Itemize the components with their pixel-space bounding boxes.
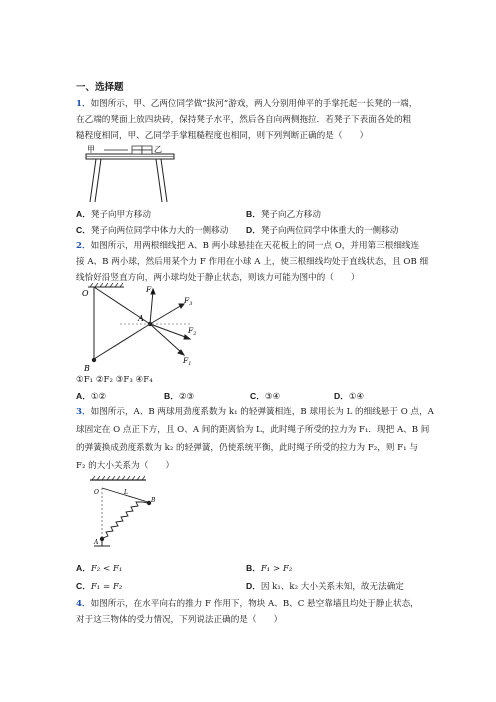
q2-option-b[interactable]: B．②③: [164, 391, 195, 402]
label-o: O: [82, 289, 89, 298]
fig-label-jia: 甲: [87, 145, 95, 154]
q2-option-d[interactable]: D．①④: [334, 391, 365, 402]
label-b: B: [151, 497, 156, 504]
q4-number: 4．: [76, 599, 91, 609]
section-title: 一、选择题: [76, 82, 124, 93]
fig-label-yi: 乙: [154, 145, 162, 154]
q1-option-c[interactable]: C．凳子向两位同学中体力大的一侧移动: [76, 225, 229, 236]
q1-line-2: 在乙端的凳面上放四块砖，保持凳子水平，然后各自向两侧拖拉．若凳子下表面各处的粗: [76, 115, 412, 125]
label-f4: $F_4$: [146, 285, 155, 296]
ball-b: [92, 358, 96, 362]
bricks: [132, 146, 152, 154]
q2-line-2: 接 A、B 两小球，然后用某个力 F 作用在小球 A 上，使三根细线均处于直线状态，且 OB 细: [76, 257, 429, 267]
label-f1-lower: $F_1$: [183, 356, 192, 367]
q2-option-a[interactable]: A．①②: [76, 391, 107, 402]
q2-option-c[interactable]: C．③④: [250, 391, 281, 402]
q1-bench-figure: [84, 142, 184, 204]
label-b: B: [84, 364, 90, 373]
q2-choices-line: ①F₁ ②F₂ ③F₃ ④F₄: [76, 375, 153, 385]
q1-option-a[interactable]: A．凳子向甲方移动: [76, 209, 151, 220]
q4-line-1: 4．如图所示，在水平向右的推力 F 作用下，物块 A、B、C 悬空靠墙且均处于静止状态，: [76, 599, 419, 609]
q3-line-4: F₂ 的大小关系为（ ）: [76, 461, 175, 471]
q3-option-c[interactable]: C．F₁ = F₂: [76, 581, 123, 592]
q1-option-b[interactable]: B．凳子向乙方移动: [246, 209, 321, 220]
q2-force-figure: [80, 283, 210, 375]
q2-line-3: 线恰好沿竖直方向，两小球均处于静止状态，则该力可能为图中的（ ）: [76, 273, 360, 283]
label-a: A: [94, 539, 99, 546]
q1-number: 1．: [76, 99, 91, 109]
q3-option-a[interactable]: A．F₂ < F₁: [76, 563, 123, 574]
q3-spring-figure: [86, 474, 166, 554]
q3-line-2: 球固定在 O 点正下方，且 O、A 间的距离恰为 L，此时绳子所受的拉力为 F₁．现把 A、B 间: [76, 425, 430, 435]
q2-line-1: 2．如图所示，用两根细线把 A、B 两小球悬挂在天花板上的同一点 O，并用第三根细线连: [76, 241, 420, 251]
q3-line-3: 的弹簧换成劲度系数为 k₂ 的轻弹簧，仍使系统平衡，此时绳子所受的拉力为 F₂，则 F₁ 与: [76, 443, 418, 453]
label-f2: $F_2$: [188, 326, 197, 337]
q3-number: 3．: [76, 407, 91, 417]
q3-option-d[interactable]: D．因 k₁、k₂ 大小关系未知，故无法确定: [246, 581, 404, 592]
bench-right-leg: [156, 159, 167, 202]
q2-number: 2．: [76, 241, 91, 251]
label-f1-upper: $F_3$: [184, 296, 193, 307]
label-o: O: [94, 489, 99, 496]
spring: [103, 502, 148, 538]
q1-line-1: 1．如图所示，甲、乙两位同学做“拔河”游戏，两人分别用伸平的手掌托起一长凳的一端，: [76, 99, 418, 109]
q3-line-1: 3．如图所示，A、B 两球用劲度系数为 k₁ 的轻弹簧相连，B 球用长为 L 的细线悬于 O 点，A: [76, 407, 434, 417]
label-l: L: [124, 489, 128, 496]
q1-option-d[interactable]: D．凳子向两位同学中体重大的一侧移动: [246, 225, 399, 236]
q1-line-3: 糙程度相同，甲、乙同学手掌粗糙程度也相同，则下列判断正确的是（ ）: [76, 131, 369, 141]
bench-left-leg: [90, 159, 101, 202]
ball-a: [100, 537, 104, 541]
label-a: A: [138, 314, 144, 323]
q4-line-2: 对于这三物体的受力情况，下列说法正确的是（ ）: [76, 615, 283, 625]
q3-option-b[interactable]: B．F₁ > F₂: [246, 563, 293, 574]
